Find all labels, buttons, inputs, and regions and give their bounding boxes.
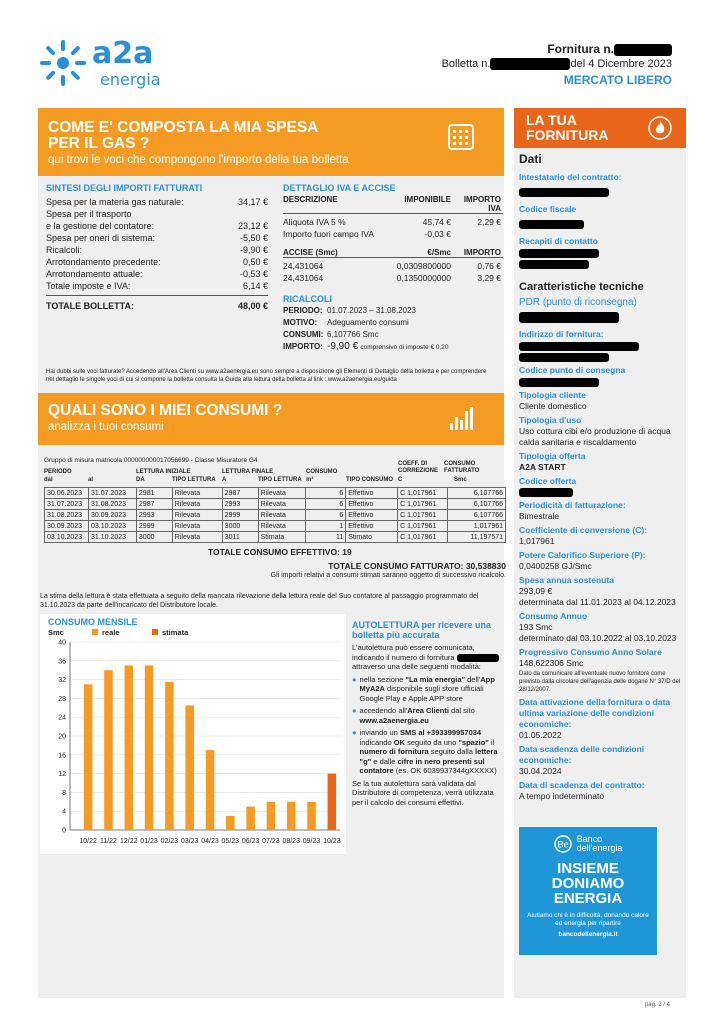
table-cell: 3000 xyxy=(136,532,172,543)
chart-title: CONSUMO MENSILE xyxy=(48,617,138,627)
sintesi-value: 34,17 € xyxy=(237,197,268,207)
chart-bar xyxy=(84,684,93,830)
y-tick-label: 40 xyxy=(58,639,66,647)
sintesi-value: 0,50 € xyxy=(242,257,268,267)
table-cell: 31.07.2023 xyxy=(45,499,89,510)
accise-importo: 0,76 € xyxy=(477,261,501,271)
table-cell: C 1,017961 xyxy=(398,488,448,499)
coeff-value: 1,017961 xyxy=(519,536,555,546)
brand-sub: energia xyxy=(100,70,161,89)
scad-label: Data scadenza delle condizioni economiche: xyxy=(519,744,645,765)
h-cons-fatt: CONSUMO FATTURATO xyxy=(444,461,480,474)
table-row xyxy=(45,521,506,532)
h-coeff: COEFF. DI CORREZIONE xyxy=(398,461,439,474)
h2-dal: dal xyxy=(44,477,53,483)
intestatario-redacted xyxy=(519,188,609,197)
fornitura-details xyxy=(519,152,685,802)
table-cell: 1 xyxy=(306,521,346,532)
table-cell: 6 xyxy=(306,499,346,510)
spesa-banner xyxy=(38,108,504,176)
sintesi-value: 23,12 € xyxy=(237,221,268,231)
h-lett-fin: LETTURA FINALE xyxy=(222,469,274,475)
consumi-banner xyxy=(38,393,504,445)
misura-table xyxy=(44,487,506,543)
banco-logo-icon xyxy=(554,835,572,853)
y-tick-label: 20 xyxy=(58,733,66,741)
iva-desc: Aliquota IVA 5 % xyxy=(283,217,346,227)
table-cell: C 1,017961 xyxy=(398,510,448,521)
table-cell: 6,107766 xyxy=(448,510,506,521)
accise-row xyxy=(283,272,503,284)
table-cell: 1,017961 xyxy=(448,521,506,532)
x-tick-label: 12/22 xyxy=(120,838,138,845)
accise-row xyxy=(283,260,503,272)
autolettura-intro: L'autolettura può essere comunicata, indicando il numero di fornitura attraverso una delle seguenti modalità: xyxy=(352,643,500,672)
h2-da: DA xyxy=(136,477,145,483)
tip-cli-label: Tipologia cliente xyxy=(519,390,586,400)
spesa-label: Spesa annua sostenuta xyxy=(519,575,614,585)
scadc-value: A tempo indeterminato xyxy=(519,791,605,801)
consumi-subtitle: analizza i tuoi consumi xyxy=(48,421,164,433)
sintesi-row xyxy=(46,280,268,292)
table-cell: Stimato xyxy=(346,532,398,543)
dati-title: Dati xyxy=(519,152,542,166)
autolettura-title: AUTOLETTURA per ricevere una bolletta più accurata xyxy=(352,620,492,640)
table-cell: Rilevata xyxy=(258,521,306,532)
table-cell: Effettivo xyxy=(346,521,398,532)
acc-h-2: €/Smc xyxy=(427,248,451,257)
spesa-subtitle: qui trovi le voci che compongono l'importo della tua bolletta xyxy=(48,154,349,166)
iva-imponibile: 45,74 € xyxy=(422,217,451,227)
prog-value: 148,622306 Smc xyxy=(519,658,584,668)
table-row xyxy=(45,499,506,510)
brand-logo xyxy=(40,38,190,88)
cod-off-redacted xyxy=(519,488,573,497)
x-tick-label: 02/23 xyxy=(160,838,179,845)
autolettura-b2: ● accedendo all'Area Clienti dal sito www.a2aenergia.eu xyxy=(352,706,475,725)
sintesi-label: Ricalcoli: xyxy=(46,245,83,255)
table-cell: 2999 xyxy=(136,521,172,532)
period-label: Periodicità di fatturazione: xyxy=(519,500,626,510)
x-tick-label: 10/22 xyxy=(79,838,97,845)
x-tick-label: 05/23 xyxy=(221,838,240,845)
h2-tipo2: TIPO LETTURA xyxy=(258,477,302,483)
cod-punto-redacted xyxy=(519,378,599,387)
caratt-title: Caratteristiche tecniche xyxy=(519,281,644,293)
sintesi-title: SINTESI DEGLI IMPORTI FATTURATI xyxy=(46,183,203,193)
h-lett-in: LETTURA INIZIALE xyxy=(136,469,191,475)
table-cell: 11 xyxy=(306,532,346,543)
note-dubbi: Hai dubbi sulle voci fatturate? Accedendo all'Area Clienti su www.a2aenergia.eu sono sempre a disposizione gli Elementi di Dettaglio della bolletta e per comprendere nel dettaglio le singole voci di cui si compone la bolletta consulta la Guida alla lettura della bolletta al link : www.a2aenergia.eu/guida xyxy=(46,369,487,383)
banco-url[interactable]: bancodellenergia.it xyxy=(558,931,618,938)
y-tick-label: 28 xyxy=(58,695,66,703)
spesa-title: COME E' COMPOSTA LA MIA SPESA PER IL GAS ? xyxy=(48,119,318,152)
indirizzo-redacted xyxy=(519,342,639,351)
ricalcoli-box: PERIODO: 01.07.2023 – 31.08.2023 MOTIVO: Adeguamento consumi CONSUMI: 6,107766 Smc IMPORTO: -9,90 € comprensivo di imposte € 0,20 xyxy=(283,306,449,352)
tot-effettivo: TOTALE CONSUMO EFFETTIVO: 19 xyxy=(208,547,352,557)
table-cell: 2981 xyxy=(136,488,172,499)
autolettura-section xyxy=(352,620,500,807)
sintesi-row xyxy=(46,220,268,232)
sintesi-row xyxy=(46,268,268,280)
fornitura-title: LA TUA FORNITURA xyxy=(526,112,609,143)
table-cell: 6,107766 xyxy=(448,499,506,510)
sintesi-row xyxy=(46,256,268,268)
tip-uso-label: Tipologia d'uso xyxy=(519,415,582,425)
tip-off-value: A2A START xyxy=(519,462,566,472)
abacus-icon xyxy=(448,124,474,150)
banco-name1: Banco xyxy=(576,834,603,844)
iva-row xyxy=(283,216,503,228)
table-cell: Effettivo xyxy=(346,510,398,521)
sintesi-value: -0,53 € xyxy=(239,269,268,279)
table-cell: 2993 xyxy=(136,510,172,521)
x-tick-label: 08/23 xyxy=(282,838,300,845)
banco-name2: dell'energia xyxy=(576,843,623,853)
chart-bar xyxy=(125,666,134,831)
period-value: Bimestrale xyxy=(519,511,560,521)
table-cell: 30.09.2023 xyxy=(45,521,89,532)
prog-note: Dato da comunicare all'eventuale nuovo fornitore come previsto dalla circolare dell'agenzia delle dogane N° 37/D del 28/12/2007. xyxy=(519,671,681,693)
chart-bar xyxy=(206,750,215,830)
table-cell: Effettivo xyxy=(346,499,398,510)
scadc-label: Data di scadenza del contratto: xyxy=(519,780,645,790)
spesa-note: determinata dal 11.01.2023 al 04.12.2023 xyxy=(519,597,676,607)
h2-a: A xyxy=(222,477,227,483)
x-tick-label: 04/23 xyxy=(201,838,219,845)
h-consumo: CONSUMO xyxy=(306,469,338,475)
sintesi-row xyxy=(46,196,268,208)
chart-bar xyxy=(267,802,276,830)
table-cell: Rilevata xyxy=(258,499,306,510)
table-cell: 2987 xyxy=(222,488,258,499)
nota-stimati: Gli importi relativi a consumi stimati saranno oggetto di successivo ricalcolo. xyxy=(270,572,506,579)
y-tick-label: 4 xyxy=(62,808,66,816)
chart-bar xyxy=(104,670,113,830)
spesa-value: 293,09 € xyxy=(519,586,553,596)
cf-label: Codice fiscale xyxy=(519,204,577,214)
x-tick-label: 11/22 xyxy=(99,838,117,845)
h2-smc: Smc xyxy=(454,477,467,483)
h2-tipo1: TIPO LETTURA xyxy=(172,477,216,483)
table-cell: Stimata xyxy=(258,532,306,543)
tip-cli-value: Cliente domestico xyxy=(519,401,587,411)
autolettura-b1: ● nella sezione "La mia energia" dell'App MyA2A disponibile sugli store ufficiali Google Play e Apple APP store xyxy=(352,674,495,703)
bar-chart-icon xyxy=(448,405,474,431)
iva-h-desc: DESCRIZIONE xyxy=(283,195,338,204)
iva-title: DETTAGLIO IVA E ACCISE xyxy=(283,183,396,193)
h-periodo: PERIODO xyxy=(44,469,72,475)
iva-importo: 2,29 € xyxy=(477,217,501,227)
banco-big1: INSIEME xyxy=(557,860,619,877)
scad-value: 30.04.2024 xyxy=(519,766,562,776)
table-cell: 6 xyxy=(306,488,346,499)
chart-bar xyxy=(287,802,296,830)
x-tick-label: 06/23 xyxy=(241,838,260,845)
pdr-redacted xyxy=(519,312,619,323)
autolettura-b3: ● inviando un SMS al +393399957034 indicando OK seguito da uno "spazio" il numero di fornitura seguito dalla lettera "g" e dalle cifre in nero presenti sul contatore (es. OK 6039937344gXXXXX) xyxy=(352,728,498,775)
indirizzo-label: Indirizzo di fornitura: xyxy=(519,329,604,339)
sintesi-value: -5,50 € xyxy=(239,233,268,243)
chart-bar xyxy=(165,682,174,830)
tip-off-label: Tipologia offerta xyxy=(519,451,586,461)
accise-importo: 3,29 € xyxy=(477,273,501,283)
table-cell: 03.10.2023 xyxy=(88,521,136,532)
cf-redacted xyxy=(519,220,584,229)
table-cell: 30.09.2023 xyxy=(88,510,136,521)
cons-note: determinato dal 03.10.2022 al 03.10.2023 xyxy=(519,633,677,643)
cons-value: 193 Smc xyxy=(519,622,553,632)
page-number: pag. 2 / 4 xyxy=(644,1002,670,1008)
acc-h-3: IMPORTO xyxy=(463,248,501,257)
sintesi-row xyxy=(46,244,268,256)
table-cell: C 1,017961 xyxy=(398,499,448,510)
tot-fatturato: TOTALE CONSUMO FATTURATO: 30,538830 xyxy=(328,561,506,571)
att-value: 01.05.2022 xyxy=(519,730,562,740)
sintesi-label: Arrotondamento precedente: xyxy=(46,257,161,267)
x-tick-label: 09/23 xyxy=(302,838,321,845)
acc-h-1: ACCISE (Smc) xyxy=(283,248,338,257)
sintesi-label: Spesa per la materia gas naturale: xyxy=(46,197,184,207)
sintesi-row xyxy=(46,232,268,244)
table-cell: Rilevata xyxy=(172,532,222,543)
table-row xyxy=(45,532,506,543)
y-tick-label: 32 xyxy=(58,677,66,685)
h2-al: al xyxy=(88,477,94,483)
chart-bar xyxy=(328,774,337,830)
table-row xyxy=(45,510,506,521)
table-cell: 31.08.2023 xyxy=(88,499,136,510)
y-tick-label: 24 xyxy=(58,714,66,722)
x-tick-label: 01/23 xyxy=(140,838,158,845)
iva-section xyxy=(283,183,503,354)
table-cell: 6,107766 xyxy=(448,488,506,499)
totale-value: 48,00 € xyxy=(237,301,268,311)
chart-bar xyxy=(246,807,255,831)
table-row xyxy=(45,488,506,499)
pcs-value: 0,0400258 GJ/Smc xyxy=(519,561,592,571)
pcs-label: Potere Calorifico Superiore (P): xyxy=(519,550,646,560)
table-cell: C 1,017961 xyxy=(398,521,448,532)
chart-bar xyxy=(185,705,194,830)
gruppo-misura: Gruppo di misura matricola 000000000017056699 - Classe Misuratore G4 xyxy=(44,457,258,464)
recapiti-redacted-2 xyxy=(519,260,589,269)
table-cell: 3000 xyxy=(222,521,258,532)
sintesi-label: Arrotondamento attuale: xyxy=(46,269,143,279)
fornitura-banner xyxy=(514,108,686,148)
table-cell: 11,197571 xyxy=(448,532,506,543)
tip-uso-value: Uso cottura cibi e/o produzione di acqua calda sanitaria e riscaldamento xyxy=(519,426,671,447)
pdr-label: PDR (punto di riconsegna) xyxy=(519,297,637,308)
y-tick-label: 8 xyxy=(62,789,66,797)
h2-tipo-cons: TIPO CONSUMO xyxy=(346,477,394,483)
misura-section xyxy=(44,457,506,580)
y-tick-label: 12 xyxy=(58,771,66,779)
table-cell: 03.10.2023 xyxy=(45,532,89,543)
x-tick-label: 03/23 xyxy=(180,838,199,845)
recapiti-label: Recapiti di contatto xyxy=(519,236,598,246)
iva-imponibile: -0,03 € xyxy=(424,229,451,239)
cod-punto-label: Codice punto di consegna xyxy=(519,365,626,375)
y-tick-label: 36 xyxy=(58,658,66,666)
banco-big3: ENERGIA xyxy=(553,890,623,907)
sintesi-section xyxy=(46,183,268,312)
totale-label: TOTALE BOLLETTA: xyxy=(46,301,134,311)
nota-stima: La stima della lettura è stata effettuata a seguito della mancata rilevazione della lettura reale del Suo contatore al passaggio programmato del 31.10.2023 da parte dell'incaricato del Distributore locale. xyxy=(40,593,479,609)
att-label: Data attivazione della fornitura o data ultima variazione delle condizioni economiche: xyxy=(519,697,671,729)
a2a-logo-icon xyxy=(40,40,86,86)
table-cell: 31.08.2023 xyxy=(45,510,89,521)
legend-stimata: stimata xyxy=(152,628,188,637)
accise-eurosmc: 0,1350000000 xyxy=(396,273,451,283)
x-tick-label: 10/23 xyxy=(323,838,341,845)
table-cell: 2999 xyxy=(222,510,258,521)
fornitura-number: Fornitura n. xyxy=(547,42,672,56)
table-cell: Rilevata xyxy=(172,510,222,521)
banco-energia-ad[interactable] xyxy=(519,827,657,955)
flame-icon xyxy=(648,116,672,140)
table-cell: 30.06.2023 xyxy=(45,488,89,499)
table-cell: 31.07.2023 xyxy=(88,488,136,499)
chart-svg xyxy=(40,634,346,854)
table-cell: 2993 xyxy=(222,499,258,510)
table-cell: Rilevata xyxy=(172,521,222,532)
y-tick-label: 16 xyxy=(58,752,66,760)
ricalcoli-title: RICALCOLI xyxy=(283,294,332,304)
table-cell: 6 xyxy=(306,510,346,521)
iva-desc: Importo fuori campo IVA xyxy=(283,229,375,239)
sintesi-value: 6,14 € xyxy=(242,281,268,291)
accise-smc: 24,431064 xyxy=(283,273,324,283)
sintesi-label: Spesa per il trasporto xyxy=(46,209,132,219)
intestatario-label: Intestatario del contratto: xyxy=(519,172,622,182)
table-cell: 31.10.2023 xyxy=(88,532,136,543)
table-cell: C 1,017961 xyxy=(398,532,448,543)
accise-smc: 24,431064 xyxy=(283,261,324,271)
autolettura-outro: Se la tua autolettura sarà validata dal Distributore di competenza, verrà utilizzata per il calcolo dei consumi effettivi. xyxy=(352,778,494,807)
brand-name: a2a xyxy=(92,36,154,71)
h2-m3: m³ xyxy=(306,477,314,483)
table-cell: Rilevata xyxy=(258,488,306,499)
bolletta-number: Bolletta n. del 4 Dicembre 2023 xyxy=(441,58,672,70)
accise-eurosmc: 0,0309800000 xyxy=(396,261,451,271)
x-tick-label: 07/23 xyxy=(262,838,280,845)
legend-reale: reale xyxy=(92,628,120,637)
sintesi-label: e la gestione del contatore: xyxy=(46,221,155,231)
sintesi-label: Spesa per oneri di sistema: xyxy=(46,233,156,243)
sintesi-label: Totale imposte e IVA: xyxy=(46,281,131,291)
cons-label: Consumo Annuo xyxy=(519,611,588,621)
iva-importo xyxy=(451,228,501,240)
table-cell: 2987 xyxy=(136,499,172,510)
table-cell: Effettivo xyxy=(346,488,398,499)
h2-c: C xyxy=(398,477,403,483)
y-tick-label: 0 xyxy=(62,827,66,835)
prog-label: Progressivo Consumo Anno Solare xyxy=(519,647,662,657)
table-cell: Rilevata xyxy=(172,488,222,499)
table-cell: Rilevata xyxy=(172,499,222,510)
coeff-label: Coefficiente di conversione (C): xyxy=(519,525,647,535)
chart-bar xyxy=(307,802,316,830)
iva-h-iva: IMPORTO IVA xyxy=(463,195,501,213)
table-cell: Rilevata xyxy=(258,510,306,521)
banco-text: Aiutiamo chi è in difficoltà, donando calore ed energia per ripartire xyxy=(527,912,649,927)
iva-row xyxy=(283,228,503,240)
consumo-chart xyxy=(40,614,346,854)
iva-h-imp: IMPONIBILE xyxy=(404,195,451,204)
mercato-label: MERCATO LIBERO xyxy=(563,73,672,87)
consumi-title: QUALI SONO I MIEI CONSUMI ? xyxy=(48,402,283,419)
table-cell: 3011 xyxy=(222,532,258,543)
sintesi-row xyxy=(46,208,268,220)
cod-off-label: Codice offerta xyxy=(519,476,577,486)
banco-big2: DONIAMO xyxy=(551,875,625,892)
chart-ylabel: Smc xyxy=(48,628,64,637)
svg-text:Be: Be xyxy=(557,839,569,850)
chart-bar xyxy=(226,816,235,830)
chart-bar xyxy=(145,666,154,831)
sintesi-value: -9,90 € xyxy=(239,245,268,255)
recapiti-redacted xyxy=(519,249,599,258)
indirizzo-redacted-2 xyxy=(519,353,609,362)
